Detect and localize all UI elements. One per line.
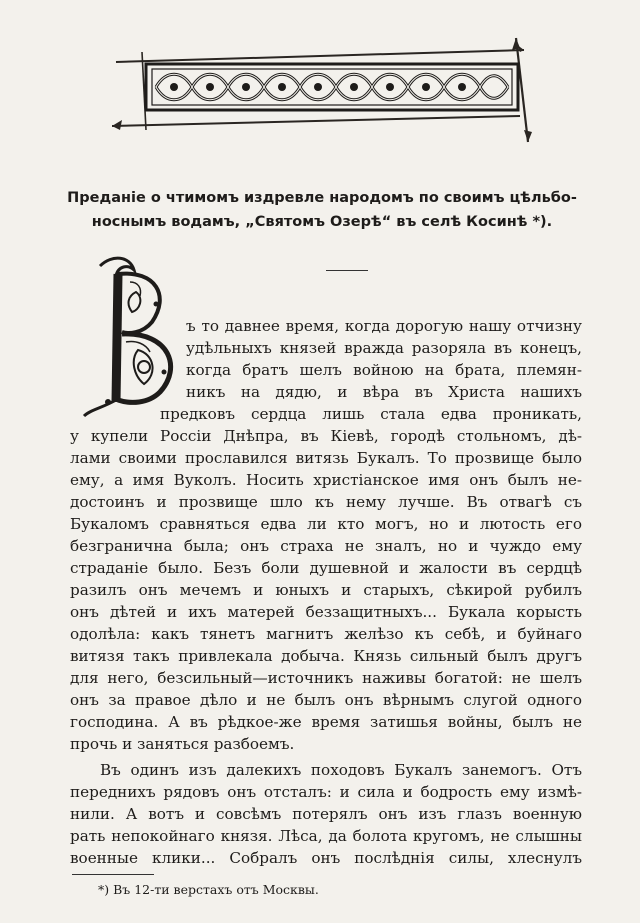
body-line: онъ дѣтей и ихъ матерей беззащитныхъ... Букала корысть	[70, 603, 582, 621]
body-line: никъ на дядю, и вѣра въ Христа нашихъ	[186, 383, 582, 401]
title-line: носнымъ водамъ, „Святомъ Озерѣ“ въ селѣ Косинѣ *).	[91, 214, 553, 230]
body-line: когда братъ шелъ войною на брата, племян-	[186, 361, 582, 379]
body-line: разилъ онъ мечемъ и юныхъ и старыхъ, сѣкирой рубилъ	[70, 581, 582, 599]
body-line: для него, безсильный—источникъ наживы богатой: не шелъ	[70, 669, 582, 687]
footnote: *) Въ 12-ти верстахъ отъ Москвы.	[98, 882, 319, 897]
body-line: достоинъ и прозвище шло къ нему лучше. Въ отвагѣ съ	[70, 493, 582, 511]
body-line: онъ за правое дѣло и не былъ онъ вѣрнымъ слугой одного	[70, 691, 582, 709]
body-line: переднихъ рядовъ онъ отсталъ: и сила и бодрость ему измѣ-	[70, 783, 582, 801]
body-line: удѣльныхъ князей вражда разоряла въ конецъ,	[186, 339, 582, 357]
body-line: Букаломъ сравняться едва ли кто могъ, но и лютость его	[70, 515, 582, 533]
body-line: господина. А въ рѣдкое-же время затишья войны, былъ не	[70, 713, 582, 731]
ornamental-headpiece	[112, 34, 532, 146]
body-line: у купели Россіи Днѣпра, въ Кіевѣ, городѣ стольномъ, дѣ-	[70, 427, 582, 445]
title-line: Преданіе о чтимомъ издревле народомъ по своимъ цѣльбо-	[67, 190, 577, 206]
title-separator	[326, 270, 368, 271]
body-line: лами своими прославился витязь Букалъ. То прозвище было	[70, 449, 582, 467]
body-line: нили. А вотъ и совсѣмъ потерялъ онъ изъ глазъ военную	[70, 805, 582, 823]
footnote-rule	[72, 874, 154, 875]
body-line: Въ одинъ изъ далекихъ походовъ Букалъ занемогъ. Отъ	[100, 761, 582, 779]
body-line: предковъ сердца лишь стала едва проникать,	[160, 405, 582, 423]
body-line: витязя такъ привлекала добыча. Князь сильный былъ другъ	[70, 647, 582, 665]
body-line: страданіе было. Безъ боли душевной и жалости въ сердцѣ	[70, 559, 582, 577]
body-line: прочь и заняться разбоемъ.	[70, 735, 295, 753]
body-line: одолѣла: какъ тянетъ магнитъ желѣзо къ себѣ, и буйнаго	[70, 625, 582, 643]
body-line: военные клики... Собралъ онъ послѣднія силы, хлеснулъ	[70, 849, 582, 867]
body-line: ему, а имя Вуколъ. Носить христіанское имя онъ былъ не-	[70, 471, 582, 489]
ornamental-initial	[78, 252, 188, 422]
chapter-title	[62, 186, 582, 234]
body-line: безгранична была; онъ страха не зналъ, но и чуждо ему	[70, 537, 582, 555]
body-line: ъ то давнее время, когда дорогую нашу отчизну	[186, 317, 582, 335]
body-line: рать непокойнаго князя. Лѣса, да болота кругомъ, не слышны	[70, 827, 582, 845]
